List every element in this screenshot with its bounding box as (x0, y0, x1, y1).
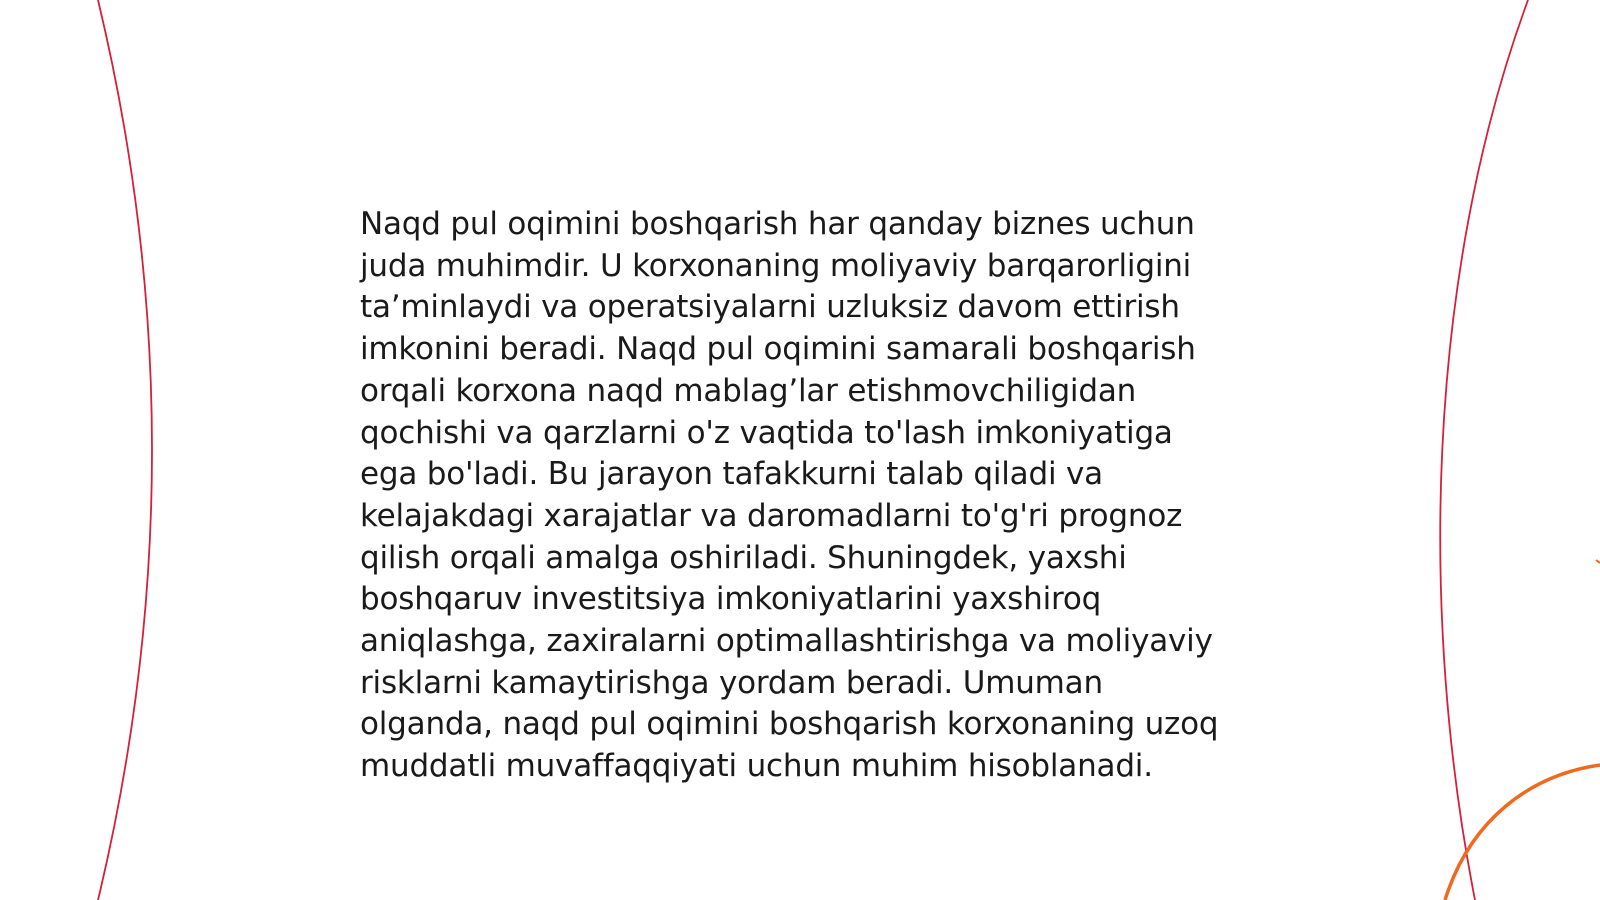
small-mark (1596, 560, 1600, 563)
right-curve (1440, 0, 1528, 900)
orange-arc (1445, 765, 1600, 900)
body-paragraph: Naqd pul oqimini boshqarish har qanday biznes uchun juda muhimdir. U korxonaning moliyaviy barqarorligini ta’minlaydi va operatsiyalarni uzluksiz davom ettirish imkonini beradi. Naqd pul oqimini samarali boshqarish orqali korxona naqd mablag’lar etishmovchiligidan qochishi va qarzlarni o'z vaqtida to'lash imkoniyatiga ega bo'ladi. Bu jarayon tafakkurni talab qiladi va kelajakdagi xarajatlar va daromadlarni to'g'ri prognoz qilish orqali amalga oshiriladi. Shuningdek, yaxshi boshqaruv investitsiya imkoniyatlarini yaxshiroq aniqlashga, zaxiralarni optimallashtirishga va moliyaviy risklarni kamaytirishga yordam beradi. Umuman olganda, naqd pul oqimini boshqarish korxonaning uzoq muddatli muvaffaqqiyati uchun muhim hisoblanadi. (360, 206, 1219, 785)
left-curve (98, 0, 152, 900)
